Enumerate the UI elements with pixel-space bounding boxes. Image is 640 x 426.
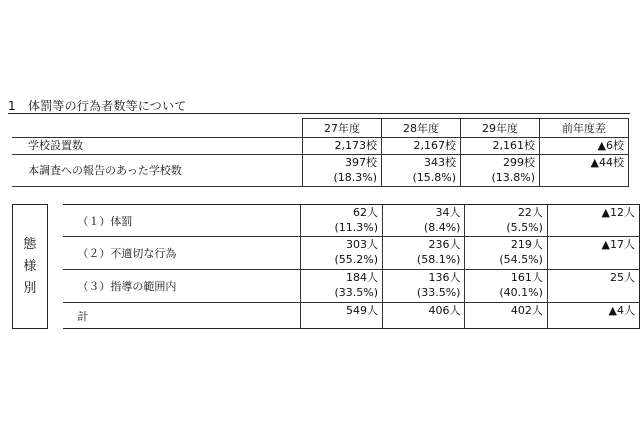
cell-value: 2,173校 <box>303 138 382 155</box>
row-label: （１）体罰 <box>63 205 300 237</box>
col-header: 28年度 <box>382 119 461 138</box>
cell-value: 219人 (54.5%) <box>465 237 547 270</box>
row-label: 学校設置数 <box>12 138 303 155</box>
table-row <box>13 205 640 237</box>
row-label: （３）指導の範囲内 <box>63 270 300 303</box>
cell-value: 343校 (15.8%) <box>382 155 461 187</box>
cell-diff: ▲12人 <box>547 205 639 237</box>
cell-value: 303人 (55.2%) <box>300 237 382 270</box>
row-label: 計 <box>63 303 300 329</box>
table-header-row <box>12 119 629 138</box>
row-label: 本調査への報告のあった学校数 <box>12 155 303 187</box>
behavior-type-table <box>12 204 640 329</box>
cell-value: 34人 (8.4%) <box>382 205 464 237</box>
table-row-total <box>13 303 640 329</box>
cell-value: 136人 (33.5%) <box>382 270 464 303</box>
table-row <box>12 155 629 187</box>
cell-value: 236人 (58.1%) <box>382 237 464 270</box>
cell-diff: ▲17人 <box>547 237 639 270</box>
table-row <box>12 138 629 155</box>
heading-underline <box>8 113 630 114</box>
cell-diff: ▲44校 <box>540 155 629 187</box>
cell-value: 184人 (33.5%) <box>300 270 382 303</box>
cell-diff: 25人 <box>547 270 639 303</box>
cell-value: 549人 <box>300 303 382 329</box>
cell-value: 2,161校 <box>461 138 540 155</box>
side-label: 態 様 別 <box>13 205 48 329</box>
school-count-table <box>12 118 629 187</box>
cell-value: 62人 (11.3%) <box>300 205 382 237</box>
cell-value: 397校 (18.3%) <box>303 155 382 187</box>
table-row <box>13 237 640 270</box>
col-header: 29年度 <box>461 119 540 138</box>
cell-value: 402人 <box>465 303 547 329</box>
cell-value: 299校 (13.8%) <box>461 155 540 187</box>
table-row <box>13 270 640 303</box>
side-gap <box>47 205 63 329</box>
cell-diff: ▲6校 <box>540 138 629 155</box>
section-heading: 1 体罰等の行為者数等について <box>8 99 187 113</box>
cell-diff: ▲4人 <box>547 303 639 329</box>
cell-value: 22人 (5.5%) <box>465 205 547 237</box>
cell-value: 2,167校 <box>382 138 461 155</box>
col-header: 前年度差 <box>540 119 629 138</box>
cell-value: 406人 <box>382 303 464 329</box>
col-header: 27年度 <box>303 119 382 138</box>
row-label: （２）不適切な行為 <box>63 237 300 270</box>
header-blank <box>12 119 303 138</box>
cell-value: 161人 (40.1%) <box>465 270 547 303</box>
